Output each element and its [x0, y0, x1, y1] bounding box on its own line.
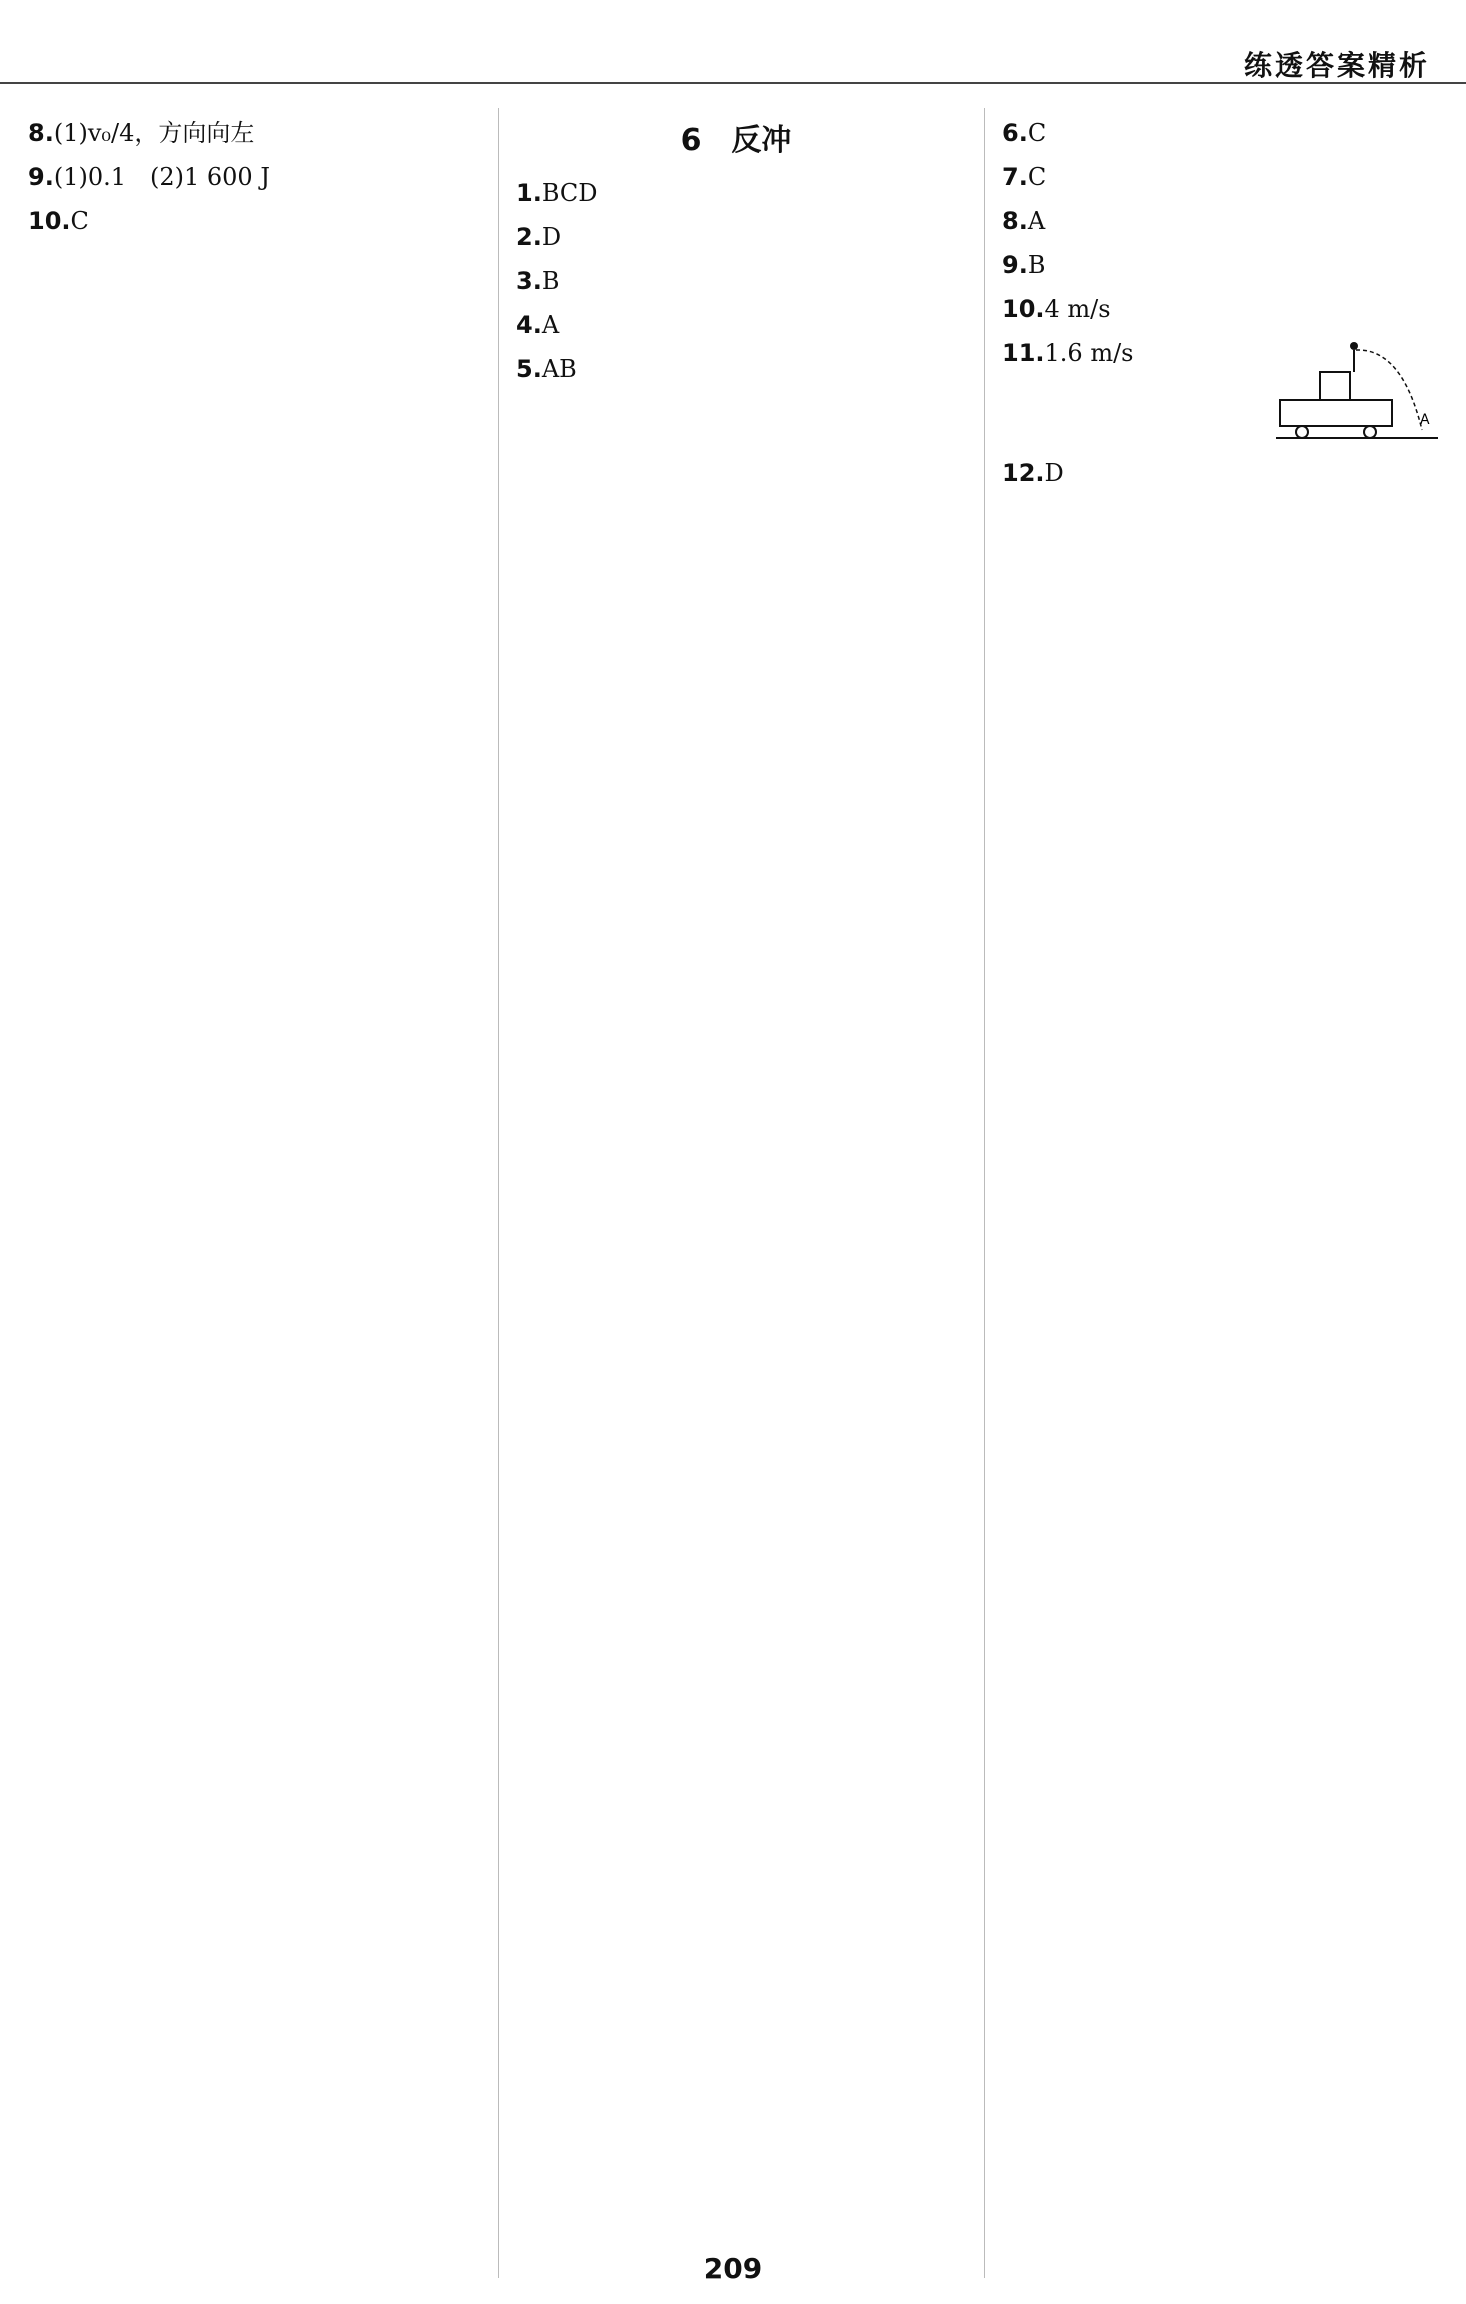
answer-item-8: [28, 114, 468, 152]
item-number: 11.: [1002, 339, 1045, 367]
item-number: 9.: [1002, 251, 1028, 279]
item-text: B: [541, 267, 560, 295]
item-number: 6.: [1002, 119, 1028, 147]
text-columns: [28, 108, 1448, 2278]
page-number: 209: [703, 2252, 763, 2285]
item-text: B: [1027, 251, 1046, 279]
cart-body: [1280, 400, 1392, 426]
answer-item-6: [1002, 114, 1442, 152]
item-text: D: [541, 223, 562, 251]
header-rule: [0, 82, 1466, 84]
column-2: [516, 108, 956, 2278]
answer-item-5: [516, 350, 956, 388]
page-header: [0, 0, 1466, 88]
item-number: 3.: [516, 267, 542, 295]
item-number: 8.: [1002, 207, 1028, 235]
item-number: 2.: [516, 223, 542, 251]
answer-item-2: [516, 218, 956, 256]
answer-item-12: [1002, 454, 1442, 492]
answer-item-4: [516, 306, 956, 344]
item-number: 5.: [516, 355, 542, 383]
item-number: 10.: [28, 207, 71, 235]
item-number: 8.: [28, 119, 54, 147]
answer-item-3: [516, 262, 956, 300]
item-text: (1)v₀/4，方向向左: [53, 119, 255, 147]
cart-jump-figure: [1272, 338, 1442, 448]
answer-item-9: [1002, 246, 1442, 284]
cart-wheel-right: [1364, 426, 1376, 438]
answer-item-7: [1002, 158, 1442, 196]
section-title: 6 反冲: [680, 123, 792, 158]
header-title: 练透答案精析: [1243, 49, 1430, 82]
column-divider: [984, 108, 985, 2278]
item-text: A: [1027, 207, 1046, 235]
item-number: 12.: [1002, 459, 1045, 487]
item-number: 9.: [28, 163, 54, 191]
item-text: C: [1027, 163, 1047, 191]
answer-item-8: [1002, 202, 1442, 240]
item-text: C: [70, 207, 89, 235]
point-a-label: A: [1420, 412, 1430, 428]
answer-item-1: [516, 174, 956, 212]
item-number: 10.: [1002, 295, 1045, 323]
item-text: (1)0.1 (2)1 600 J: [53, 163, 270, 191]
answer-item-10: [1002, 290, 1442, 328]
item-number: 4.: [516, 311, 542, 339]
cart-wheel-left: [1296, 426, 1308, 438]
column-1: [28, 108, 468, 2278]
answer-item-11: [1002, 334, 1442, 428]
answer-item-10: [28, 202, 468, 240]
column-divider: [498, 108, 499, 2278]
person-head: [1350, 342, 1358, 350]
item-text: D: [1044, 459, 1064, 487]
column-3: [1002, 108, 1442, 2278]
answer-item-9: [28, 158, 468, 196]
item-text: 1.6 m/s: [1044, 339, 1134, 367]
jump-trajectory: [1356, 350, 1422, 430]
item-text: A: [541, 311, 560, 339]
item-text: 4 m/s: [1044, 295, 1111, 323]
item-text: AB: [541, 355, 577, 383]
cargo-box: [1320, 372, 1350, 400]
item-number: 1.: [516, 179, 542, 207]
cart-jump-diagram: [1272, 338, 1442, 448]
item-text: C: [1027, 119, 1047, 147]
item-number: 7.: [1002, 163, 1028, 191]
item-text: BCD: [541, 179, 598, 207]
